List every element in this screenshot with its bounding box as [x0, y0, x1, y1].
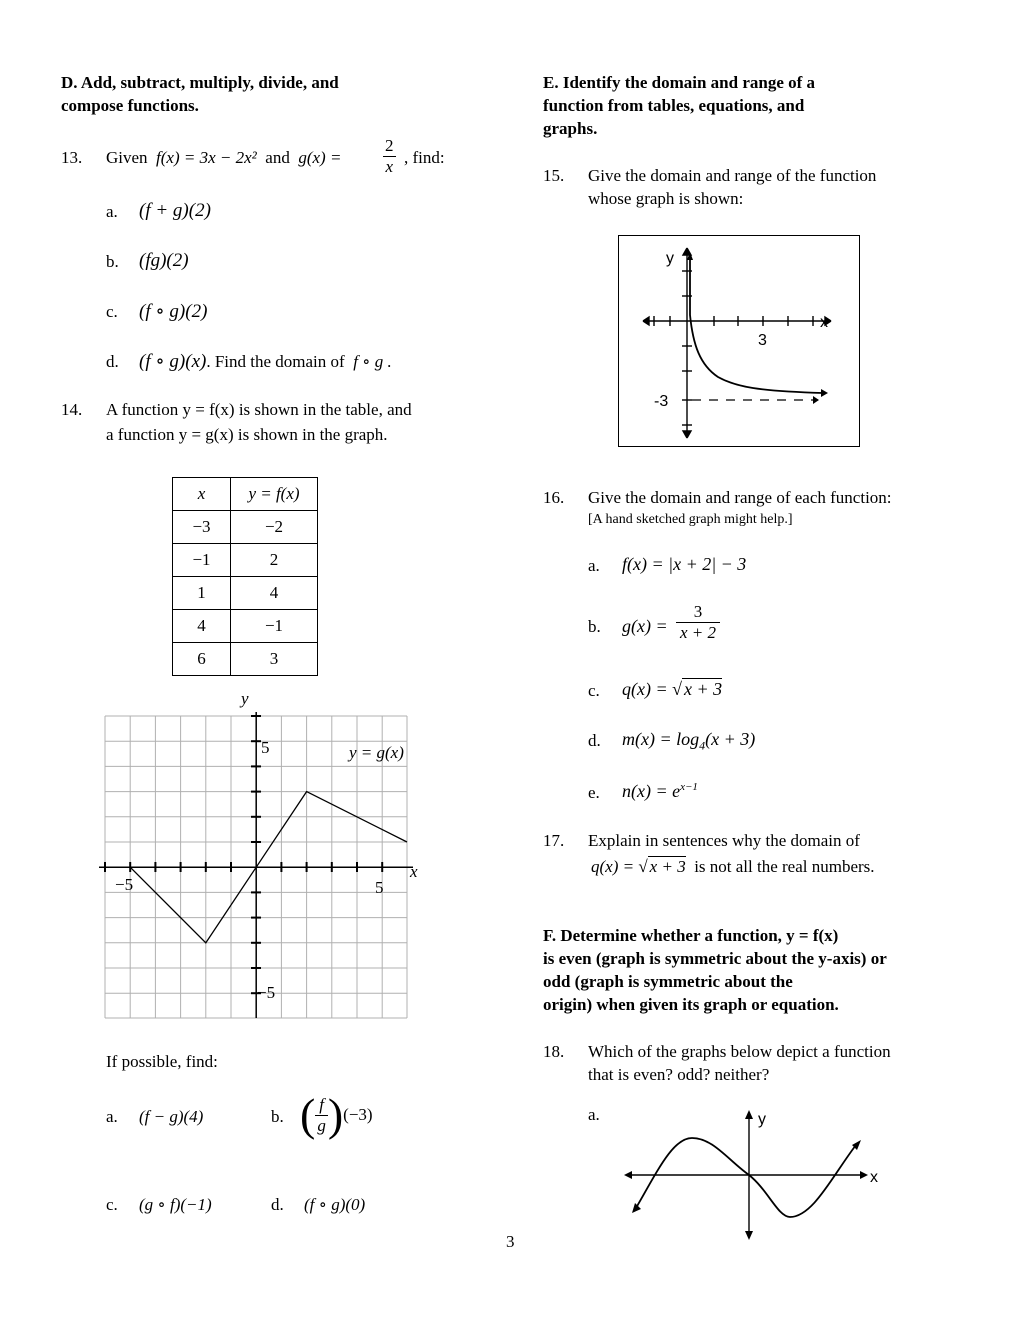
q13-f-def: f(x) = 3x − 2x²	[156, 148, 257, 167]
graph-15-tick-label-neg3: -3	[654, 393, 669, 410]
q14-b-arg: (−3)	[343, 1105, 373, 1124]
q14-if-possible: If possible, find:	[106, 1052, 218, 1071]
q14-line2: a function y = g(x) is shown in the graph.	[106, 425, 388, 444]
table-cell: 1	[173, 577, 231, 610]
q16-c-label: c.	[588, 681, 600, 700]
section-f-line3: odd (graph is symmetric about the	[543, 972, 793, 991]
q16-d-sub: 4	[699, 738, 706, 753]
q16-b-den: x + 2	[679, 623, 717, 642]
section-e-heading-line1: E. Identify the domain and range of a	[543, 73, 816, 92]
q16-note: [A hand sketched graph might help.]	[588, 512, 793, 527]
q16-e-sup: x−1	[680, 781, 698, 793]
q13-find: , find:	[404, 148, 445, 167]
graph-15-tick-label-3: 3	[758, 332, 767, 349]
section-e-heading-line3: graphs.	[543, 119, 598, 138]
q14-number: 14.	[61, 400, 83, 419]
q13-b-label: b.	[106, 252, 119, 271]
q14-c-expr: (g ∘ f)(−1)	[139, 1195, 212, 1214]
q16-c-expr	[622, 679, 722, 700]
q14-b-label: b.	[271, 1107, 284, 1126]
q16-a-label: a.	[588, 556, 600, 575]
q13-given: Given	[106, 148, 148, 167]
q13-a-label: a.	[106, 202, 118, 221]
q18-a-label: a.	[588, 1105, 600, 1124]
q13-g-fraction	[383, 136, 396, 177]
graph-18a-curve-arrow-left	[632, 1203, 641, 1213]
graph-18a-y-label: y	[758, 1111, 766, 1128]
q16-d-rest: (x + 3)	[705, 729, 756, 749]
section-f-line2: is even (graph is symmetric about the y-axis) or	[543, 949, 887, 968]
q16-line1: Give the domain and range of each function:	[588, 488, 892, 507]
table-row	[173, 577, 318, 610]
q16-e-main: n(x) = e	[622, 781, 681, 801]
q15-line1: Give the domain and range of the function	[588, 166, 877, 185]
q17-radicand: x + 3	[649, 857, 686, 876]
graph-g-ticks	[105, 716, 382, 993]
q14-line1: A function y = f(x) is shown in the table, and	[106, 400, 412, 419]
graph-g-tick-label-y5: 5	[261, 738, 270, 757]
section-e-heading-line2: function from tables, equations, and	[543, 96, 805, 115]
section-f-line4: origin) when given its graph or equation.	[543, 995, 839, 1014]
q18-number: 18.	[543, 1042, 565, 1061]
q14-b-frac-num: f	[315, 1095, 328, 1116]
table-cell: 6	[173, 643, 231, 676]
table-row	[173, 544, 318, 577]
q15-number: 15.	[543, 166, 565, 185]
table-row	[173, 511, 318, 544]
graph-15-y-label: y	[666, 250, 674, 267]
q16-b-label: b.	[588, 617, 601, 636]
q16-d-label: d.	[588, 731, 601, 750]
q15-line2: whose graph is shown:	[588, 189, 744, 208]
q13-g-lhs: g(x) =	[298, 148, 342, 167]
table-cell: −2	[231, 511, 318, 544]
table-header-y: y = f(x)	[231, 478, 318, 511]
q13-g-num: 2	[385, 136, 394, 155]
q14-b-close-paren: )	[327, 1089, 344, 1140]
table-header-row	[173, 478, 318, 511]
q13-d-extra-expr: f ∘ g .	[353, 352, 392, 371]
graph-18a-x-arrow	[860, 1171, 868, 1179]
graph-18a	[618, 1100, 888, 1245]
graph-18a-x-label: x	[870, 1169, 878, 1186]
q13-d-line	[139, 350, 392, 373]
graph-g-y-label: y	[241, 689, 249, 708]
graph-g-curve-label: y = g(x)	[349, 743, 404, 762]
q13-c-expr: (f ∘ g)(2)	[139, 301, 208, 322]
table-header-x: x	[173, 478, 231, 511]
table-cell: −1	[173, 544, 231, 577]
table-cell: 2	[231, 544, 318, 577]
q14-b-open-paren: (	[300, 1089, 316, 1140]
q16-d-main: m(x) = log	[622, 729, 700, 749]
q17-rest: is not all the real numbers.	[694, 857, 875, 876]
table-cell: 4	[231, 577, 318, 610]
q14-c-label: c.	[106, 1195, 118, 1214]
q17-lhs: q(x) = √	[591, 857, 648, 876]
q16-c-radicand: x + 3	[684, 679, 723, 699]
q16-c-lhs: q(x) = √	[622, 679, 683, 699]
section-d-heading-line2: compose functions.	[61, 96, 199, 115]
q16-e-expr	[622, 781, 698, 802]
graph-15	[618, 235, 861, 448]
q13-c-label: c.	[106, 302, 118, 321]
table-cell: −1	[231, 610, 318, 643]
graph-18a-axes	[630, 1118, 862, 1234]
q14-a-label: a.	[106, 1107, 118, 1126]
q13-g-den: x	[385, 157, 394, 176]
function-table	[172, 477, 318, 676]
table-cell: 3	[231, 643, 318, 676]
q18-line2: that is even? odd? neither?	[588, 1065, 770, 1084]
graph-15-x-label: x	[820, 314, 828, 331]
section-d-heading-line1: D. Add, subtract, multiply, divide, and	[61, 73, 339, 92]
q13-d-expr: (f ∘ g)(x)	[139, 351, 207, 372]
q13-and: and	[265, 148, 290, 167]
graph-15-border	[619, 236, 860, 447]
page-number: 3	[506, 1232, 515, 1251]
graph-g-x-label: x	[410, 862, 418, 881]
q13-d-extra: . Find the domain of	[206, 352, 345, 371]
q16-b-num: 3	[676, 602, 720, 623]
q14-a-expr: (f − g)(4)	[139, 1107, 204, 1126]
q13-d-label: d.	[106, 352, 119, 371]
q13-a-expr: (f + g)(2)	[139, 200, 211, 221]
q14-b-frac-den: g	[317, 1115, 326, 1135]
table-cell: 4	[173, 610, 231, 643]
graph-g-tick-label-x-neg5: −5	[115, 875, 134, 894]
q14-b-expr	[300, 1085, 373, 1145]
q14-d-label: d.	[271, 1195, 284, 1214]
q17-line2	[591, 857, 875, 877]
q14-d-expr: (f ∘ g)(0)	[304, 1195, 366, 1214]
q18-line1: Which of the graphs below depict a function	[588, 1042, 891, 1061]
table-cell: −3	[173, 511, 231, 544]
graph-18a-x-arrow-left	[624, 1171, 632, 1179]
q16-a-expr: f(x) = |x + 2| − 3	[622, 554, 747, 574]
q17-line1: Explain in sentences why the domain of	[588, 831, 860, 850]
table-row	[173, 610, 318, 643]
graph-g	[95, 682, 430, 1022]
graph-18a-y-arrow-top	[745, 1110, 753, 1119]
graph-g-tick-label-y-neg5: −5	[257, 983, 276, 1002]
q13-b-expr: (fg)(2)	[139, 250, 189, 271]
q16-d-expr	[622, 729, 755, 754]
graph-18a-y-arrow-bottom	[745, 1231, 753, 1240]
section-f-line1: F. Determine whether a function, y = f(x)	[543, 926, 839, 945]
q16-number: 16.	[543, 488, 565, 507]
q16-b-fraction	[676, 602, 720, 643]
q16-b-lhs: g(x) =	[622, 616, 668, 636]
graph-g-tick-label-x5: 5	[375, 878, 384, 897]
q13-number: 13.	[61, 148, 83, 167]
q16-e-label: e.	[588, 783, 600, 802]
table-row	[173, 643, 318, 676]
q13-statement	[106, 148, 341, 168]
q17-number: 17.	[543, 831, 565, 850]
graph-18a-curve	[636, 1138, 856, 1217]
